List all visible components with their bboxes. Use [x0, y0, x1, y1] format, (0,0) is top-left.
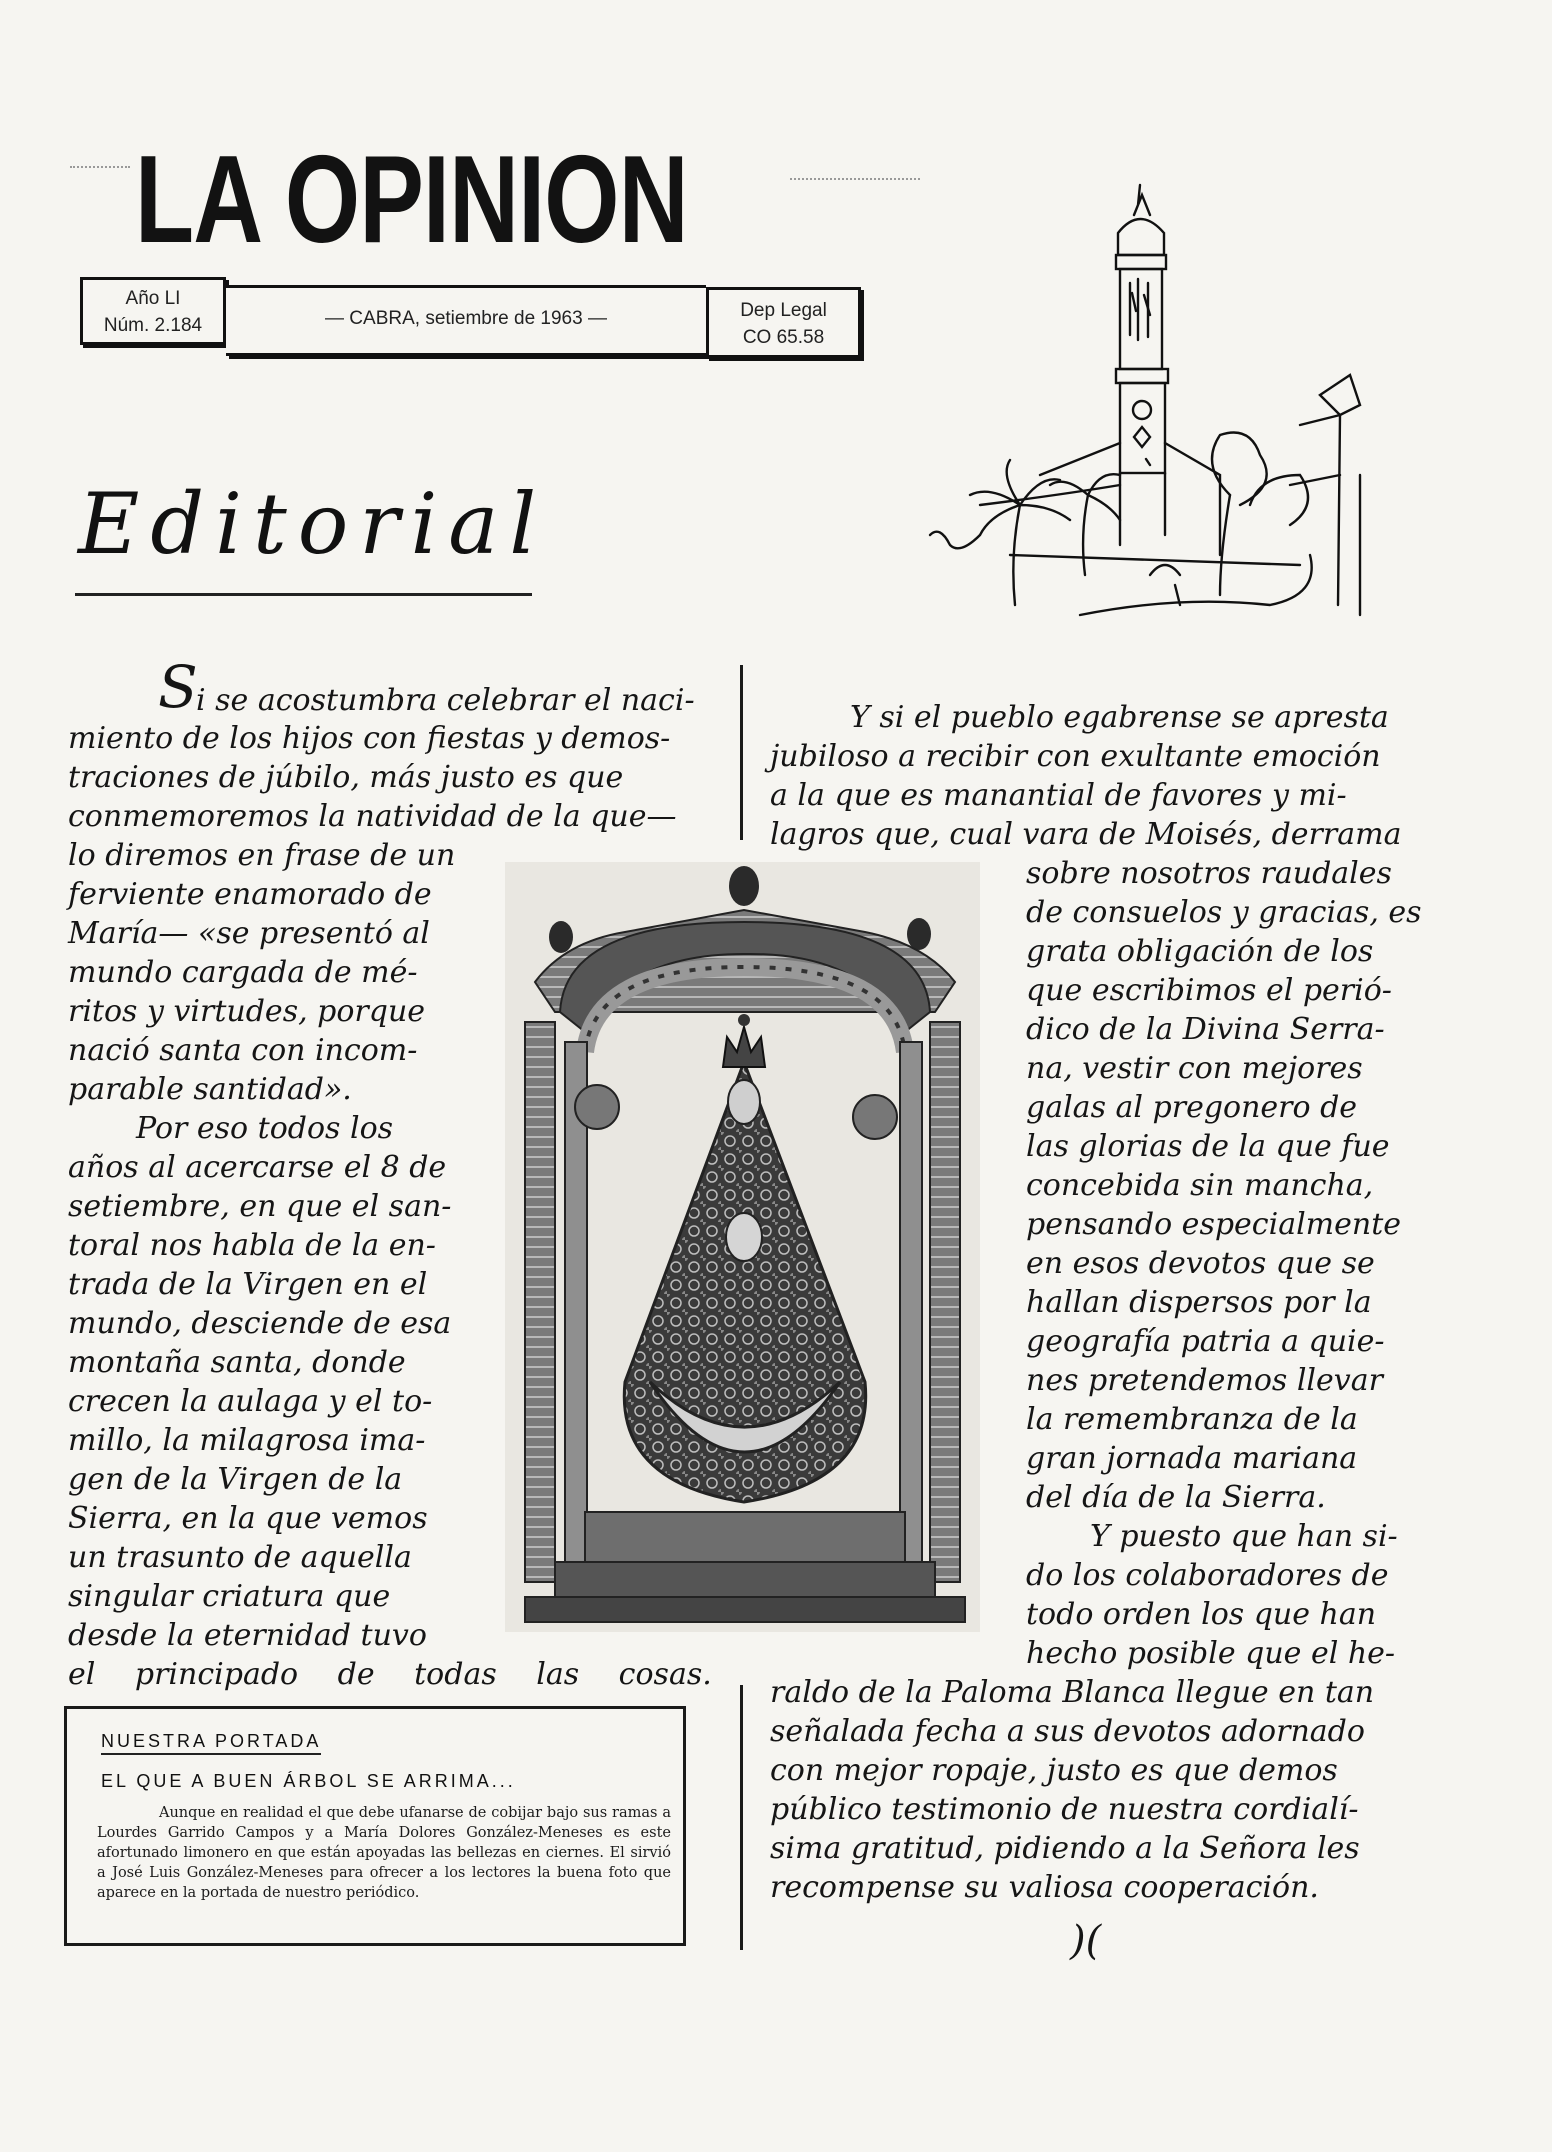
editorial-line: María— «se presentó al	[68, 916, 430, 951]
portada-subtitle: EL QUE A BUEN ÁRBOL SE ARRIMA...	[101, 1771, 516, 1791]
editorial-line: Sierra, en la que vemos	[68, 1501, 428, 1536]
editorial-heading: Editorial	[78, 475, 548, 573]
column-divider-bottom	[740, 1685, 743, 1950]
editorial-line: público testimonio de nuestra cordialí-	[770, 1792, 1359, 1827]
editorial-line: sobre nosotros raudales	[1026, 856, 1392, 891]
portada-box	[64, 1706, 686, 1946]
editorial-line: un trasunto de aquella	[68, 1540, 412, 1575]
editorial-line: miento de los hijos con fiestas y demos-	[68, 721, 671, 756]
editorial-line: millo, la milagrosa ima-	[68, 1423, 426, 1458]
editorial-line: montaña santa, donde	[68, 1345, 406, 1380]
portada-title: NUESTRA PORTADA	[101, 1731, 321, 1755]
editorial-line: toral nos habla de la en-	[68, 1228, 436, 1263]
editorial-line: dico de la Divina Serra-	[1026, 1012, 1385, 1047]
editorial-line: hallan dispersos por la	[1026, 1285, 1372, 1320]
editorial-line: gran jornada mariana	[1026, 1441, 1358, 1476]
editorial-line: crecen la aulaga y el to-	[68, 1384, 433, 1419]
editorial-line: recompense su valiosa cooperación.	[770, 1870, 1319, 1905]
editorial-first-line: i se acostumbra celebrar el naci-	[196, 683, 695, 718]
editorial-line: desde la eternidad tuvo	[68, 1618, 427, 1653]
editorial-line: todo orden los que han	[1026, 1597, 1377, 1632]
editorial-line: traciones de júbilo, más justo es que	[68, 760, 624, 795]
editorial-line: en esos devotos que se	[1026, 1246, 1375, 1281]
editorial-dropcap: S	[158, 653, 198, 721]
editorial-line: trada de la Virgen en el	[68, 1267, 428, 1302]
editorial-line: Y puesto que han si-	[1090, 1519, 1398, 1554]
editorial-line: hecho posible que el he-	[1026, 1636, 1396, 1671]
editorial-line: sima gratitud, pidiendo a la Señora les	[770, 1831, 1360, 1866]
editorial-line: grata obligación de los	[1026, 934, 1374, 969]
dateline: — CABRA, setiembre de 1963 —	[325, 308, 607, 329]
editorial-line: Por eso todos los	[136, 1111, 394, 1146]
editorial-line: las glorias de la que fue	[1026, 1129, 1390, 1164]
editorial-line: lo diremos en frase de un	[68, 838, 456, 873]
editorial-line: geografía patria a quie-	[1026, 1324, 1385, 1359]
editorial-line: del día de la Sierra.	[1026, 1480, 1326, 1515]
editorial-line: concebida sin mancha,	[1026, 1168, 1374, 1203]
editorial-line: gen de la Virgen de la	[68, 1462, 403, 1497]
editorial-line: mundo, desciende de esa	[68, 1306, 452, 1341]
editorial-line: setiembre, en que el san-	[68, 1189, 452, 1224]
editorial-line: mundo cargada de mé-	[68, 955, 418, 990]
editorial-line: ferviente enamorado de	[68, 877, 432, 912]
portada-body: Aunque en realidad el que debe ufanarse de cobijar bajo sus ramas a Lourdes Garrido Campos y a María Dolores González-Meneses es este afortunado limonero en que están apoyadas las bellezas en ciernes. El sirvió a José Luis González-Meneses para ofrecer a los lectores la buena foto que aparece en la portada de nuestro periódico.	[97, 1805, 671, 1901]
virgin-shrine-photo-icon	[505, 862, 980, 1632]
issue-year: Año LI	[125, 288, 181, 309]
editorial-line: a la que es manantial de favores y mi-	[770, 778, 1347, 813]
issue-number: Núm. 2.184	[103, 315, 203, 336]
editorial-line: ritos y virtudes, porque	[68, 994, 426, 1029]
editorial-line: na, vestir con mejores	[1026, 1051, 1363, 1086]
editorial-line: que escribimos el perió-	[1026, 973, 1392, 1008]
legal-deposit-number: CO 65.58	[742, 327, 825, 348]
editorial-line: con mejor ropaje, justo es que demos	[770, 1753, 1338, 1788]
column-divider-top	[740, 665, 743, 840]
editorial-line: años al acercarse el 8 de	[68, 1150, 447, 1185]
editorial-line: conmemoremos la natividad de la que—	[68, 799, 677, 834]
masthead-title: LA OPINION	[135, 131, 688, 269]
editorial-line: raldo de la Paloma Blanca llegue en tan	[770, 1675, 1375, 1710]
editorial-line: señalada fecha a sus devotos adornado	[770, 1714, 1365, 1749]
editorial-line: galas al pregonero de	[1026, 1090, 1358, 1125]
editorial-line: la remembranza de la	[1026, 1402, 1358, 1437]
editorial-line: de consuelos y gracias, es	[1026, 895, 1422, 930]
editorial-line: lagros que, cual vara de Moisés, derrama	[770, 817, 1402, 852]
legal-deposit-label: Dep Legal	[740, 300, 827, 321]
end-mark: )(	[1070, 1918, 1102, 1964]
editorial-line: nes pretendemos llevar	[1026, 1363, 1383, 1398]
editorial-line: nació santa con incom-	[68, 1033, 418, 1068]
editorial-line: el principado de todas las cosas.	[68, 1657, 712, 1692]
editorial-line: pensando especialmente	[1026, 1207, 1401, 1242]
editorial-line: jubiloso a recibir con exultante emoción	[770, 739, 1381, 774]
editorial-line: Y si el pueblo egabrense se apresta	[850, 700, 1389, 735]
editorial-line: parable santidad».	[68, 1072, 352, 1107]
editorial-line: do los colaboradores de	[1026, 1558, 1389, 1593]
editorial-line: singular criatura que	[68, 1579, 391, 1614]
